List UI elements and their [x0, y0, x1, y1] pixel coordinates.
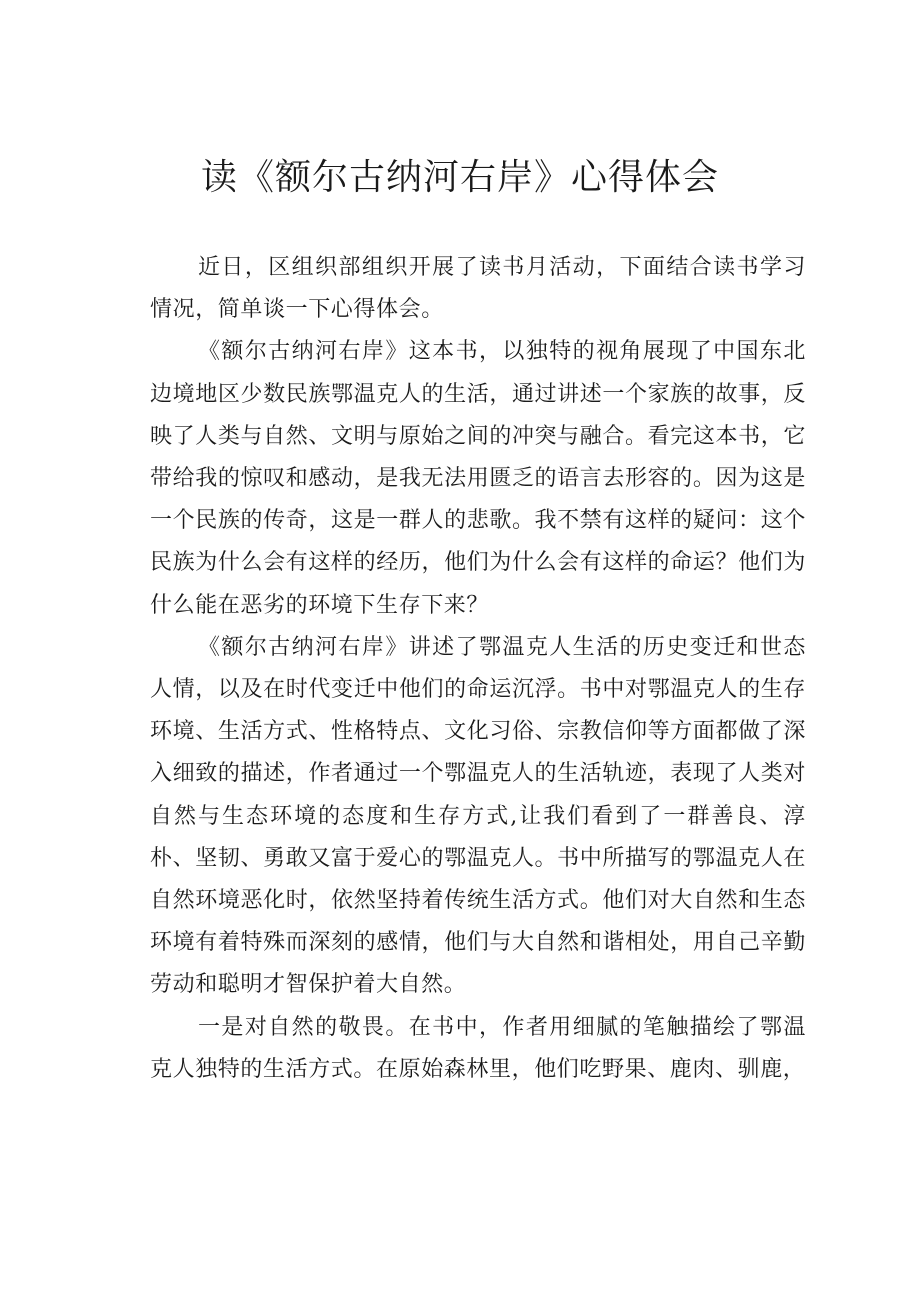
- document-title: 读《额尔古纳河右岸》心得体会: [200, 157, 719, 198]
- paragraph-book-overview: 《额尔古纳河右岸》这本书，以独特的视角展现了中国东北边境地区少数民族鄂温克人的生活，通过讲述一个家族的故事，反映了人类与自然、文明与原始之间的冲突与融合。看完这本书，它带给我的惊叹和感动，是我无法用匮乏的语言去形容的。因为这是一个民族的传奇，这是一群人的悲歌。我不禁有这样的疑问：这个民族为什么会有这样的经历，他们为什么会有这样的命运？他们为什么能在恶劣的环境下生存下来？: [150, 339, 806, 618]
- paragraph-point-one: 一是对自然的敬畏。在书中，作者用细腻的笔触描绘了鄂温克人独特的生活方式。在原始森林里，他们吃野果、鹿肉、驯鹿，: [150, 1014, 806, 1082]
- paragraph-book-content: 《额尔古纳河右岸》讲述了鄂温克人生活的历史变迁和世态人情，以及在时代变迁中他们的命运沉浮。书中对鄂温克人的生存环境、生活方式、性格特点、文化习俗、宗教信仰等方面都做了深入细致的描述，作者通过一个鄂温克人的生活轨迹，表现了人类对自然与生态环境的态度和生存方式,让我们看到了一群善良、淳朴、坚韧、勇敢又富于爱心的鄂温克人。书中所描写的鄂温克人在自然环境恶化时，依然坚持着传统生活方式。他们对大自然和生态环境有着特殊而深刻的感情，他们与大自然和谐相处，用自己辛勤劳动和聪明才智保护着大自然。: [150, 634, 806, 998]
- paragraph-intro: 近日，区组织部组织开展了读书月活动，下面结合读书学习情况，简单谈一下心得体会。: [150, 255, 806, 323]
- document-body: [150, 247, 806, 1091]
